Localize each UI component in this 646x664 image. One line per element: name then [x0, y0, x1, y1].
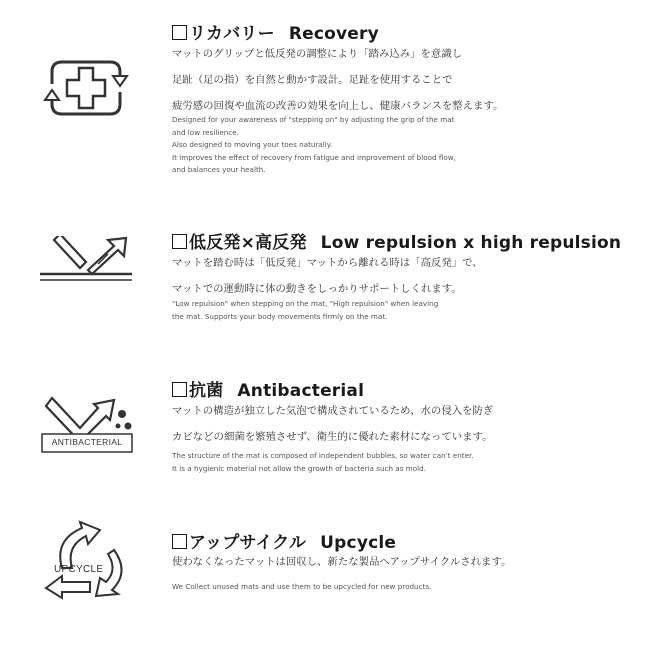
title-jp: 低反発×高反発 — [189, 233, 307, 253]
checkbox-square-icon — [172, 25, 187, 40]
recovery-cross-arrows-icon — [40, 48, 132, 132]
upcycle-en-text — [172, 581, 431, 594]
title-jp: リカバリー — [189, 24, 275, 44]
title-en: Antibacterial — [237, 381, 365, 401]
en-line: and low resilience. — [172, 127, 239, 137]
jp-line: 足趾（足の指）を自然と動かす設計。足趾を使用することで — [172, 74, 453, 86]
upcycle-arrows-icon — [40, 520, 132, 606]
jp-line: マットを踏む時は「低反発」マットから離れる時は「高反発」で、 — [172, 257, 483, 269]
en-line: Also designed to moving your toes naturally. — [172, 140, 333, 149]
repulsion-en-text — [172, 298, 438, 323]
jp-line: マットでの運動時に体の動きをしっかりサポートしくれます。 — [172, 283, 462, 295]
title-jp: 抗菌 — [189, 381, 224, 401]
repulsion-arrow-icon — [40, 236, 132, 290]
jp-line: マットの構造が独立した気泡で構成されているため、水の侵入を防ぎ — [172, 405, 494, 417]
title-en: Upcycle — [320, 533, 397, 553]
title-en: Low repulsion x high repulsion — [320, 233, 622, 253]
upcycle-icon-label: UPCYCLE — [54, 564, 104, 575]
checkbox-square-icon — [172, 382, 187, 397]
jp-line: 使わなくなったマットは回収し、新たな製品へアップサイクルされます。 — [172, 556, 512, 568]
en-line: It is a hygienic material not allow the growth of bacteria such as mold. — [172, 463, 426, 473]
en-line: and balances your health. — [172, 165, 266, 174]
checkbox-square-icon — [172, 534, 187, 549]
recovery-en-text — [172, 114, 456, 177]
en-line: the mat. Supports your body movements firmly on the mat. — [172, 311, 388, 321]
repulsion-jp-text — [172, 250, 483, 302]
antibacterial-jp-text — [172, 398, 493, 450]
jp-line: マットのグリップと低反発の調整により「踏み込み」を意識し — [172, 48, 463, 60]
antibacterial-en-text — [172, 450, 474, 475]
en-line: It improves the effect of recovery from fatigue and improvement of blood flow, — [172, 152, 456, 162]
checkbox-square-icon — [172, 234, 187, 249]
en-line: "Low repulsion" when stepping on the mat, "High repulsion" when leaving — [172, 299, 439, 308]
antibacterial-icon-label: ANTIBACTERIAL — [51, 437, 123, 447]
title-jp: アップサイクル — [189, 533, 307, 553]
antibacterial-icon — [40, 392, 136, 458]
title-en: Recovery — [288, 24, 379, 44]
en-line: Designed for your awareness of "stepping on" by adjusting the grip of the mat — [172, 115, 455, 124]
en-line: The structure of the mat is composed of independent bubbles, so water can't enter. — [172, 451, 474, 460]
jp-line: カビなどの細菌を繁殖させず、衛生的に優れた素材になっています。 — [172, 431, 493, 443]
en-line: We Collect unused mats and use them to be upcycled for new products. — [172, 582, 432, 591]
recovery-jp-text — [172, 41, 503, 119]
upcycle-jp-text — [172, 549, 511, 575]
jp-line: 疲労感の回復や血流の改善の効果を向上し、健康バランスを整えます。 — [172, 100, 504, 112]
